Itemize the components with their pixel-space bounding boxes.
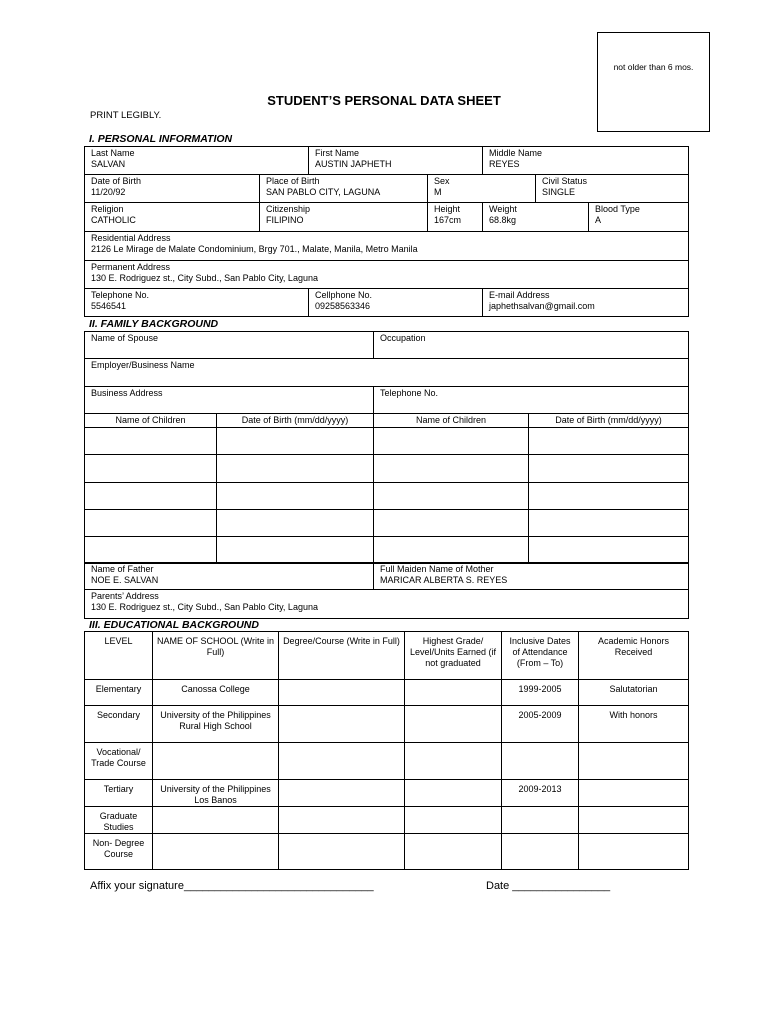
cellphone-field[interactable]: Cellphone No. 09258563346 (309, 289, 483, 317)
degree-cell[interactable] (279, 834, 405, 870)
dates-cell[interactable]: 1999-2005 (502, 680, 579, 706)
degree-cell[interactable] (279, 743, 405, 780)
child-dob-cell[interactable] (529, 455, 689, 483)
children-table (84, 413, 689, 564)
children-row (85, 455, 689, 483)
honors-cell[interactable]: Salutatorian (579, 680, 689, 706)
section-title-family: II. FAMILY BACKGROUND (89, 318, 219, 330)
education-row (85, 743, 689, 780)
date-line[interactable]: Date ________________ (486, 880, 611, 892)
children-header-name: Name of Children (374, 414, 529, 428)
grade-cell[interactable] (405, 680, 502, 706)
child-dob-cell[interactable] (217, 510, 374, 537)
education-row (85, 706, 689, 743)
school-cell[interactable] (153, 834, 279, 870)
child-name-cell[interactable] (85, 537, 217, 564)
parents-address-field[interactable]: Parents’ Address 130 E. Rodriguez st., City Subd., San Pablo City, Laguna (85, 590, 689, 619)
school-cell[interactable]: University of the Philippines Los Banos (153, 780, 279, 807)
child-dob-cell[interactable] (529, 537, 689, 564)
dates-cell[interactable] (502, 743, 579, 780)
school-cell[interactable]: Canossa College (153, 680, 279, 706)
education-row (85, 834, 689, 870)
grade-cell[interactable] (405, 780, 502, 807)
email-field[interactable]: E-mail Address japhethsalvan@gmail.com (483, 289, 689, 317)
honors-cell[interactable] (579, 743, 689, 780)
document-title: STUDENT’S PERSONAL DATA SHEET (267, 93, 501, 108)
photo-box (597, 32, 710, 132)
education-header-row (85, 632, 689, 680)
citizenship-field[interactable]: Citizenship FILIPINO (260, 203, 428, 232)
spouse-field[interactable]: Name of Spouse (85, 332, 374, 359)
children-row (85, 537, 689, 564)
degree-cell[interactable] (279, 780, 405, 807)
child-name-cell[interactable] (374, 537, 529, 564)
level-cell: Secondary (85, 706, 153, 743)
header-grade: Highest Grade/ Level/Units Earned (if not graduated (405, 632, 502, 680)
height-field[interactable]: Height 167cm (428, 203, 483, 232)
children-row (85, 510, 689, 537)
child-name-cell[interactable] (374, 428, 529, 455)
grade-cell[interactable] (405, 743, 502, 780)
children-header-name: Name of Children (85, 414, 217, 428)
header-honors: Academic Honors Received (579, 632, 689, 680)
education-row (85, 807, 689, 834)
first-name-field[interactable]: First Name AUSTIN JAPHETH (309, 147, 483, 175)
child-dob-cell[interactable] (217, 428, 374, 455)
section-title-personal: I. PERSONAL INFORMATION (89, 133, 233, 145)
child-name-cell[interactable] (85, 510, 217, 537)
religion-field[interactable]: Religion CATHOLIC (85, 203, 260, 232)
mother-field[interactable]: Full Maiden Name of Mother MARICAR ALBERTA S. REYES (374, 563, 689, 590)
section-title-education: III. EDUCATIONAL BACKGROUND (89, 619, 259, 631)
child-dob-cell[interactable] (217, 455, 374, 483)
dob-field[interactable]: Date of Birth 11/20/92 (85, 175, 260, 203)
photo-note: not older than 6 mos. (613, 62, 694, 72)
children-header-dob: Date of Birth (mm/dd/yyyy) (529, 414, 689, 428)
school-cell[interactable] (153, 743, 279, 780)
blood-type-field[interactable]: Blood Type A (589, 203, 689, 232)
permanent-address-field[interactable]: Permanent Address 130 E. Rodriguez st., City Subd., San Pablo City, Laguna (85, 261, 689, 289)
honors-cell[interactable] (579, 780, 689, 807)
header-level: LEVEL (85, 632, 153, 680)
father-field[interactable]: Name of Father NOE E. SALVAN (85, 563, 374, 590)
civil-status-field[interactable]: Civil Status SINGLE (536, 175, 689, 203)
grade-cell[interactable] (405, 706, 502, 743)
print-note: PRINT LEGIBLY. (90, 110, 162, 121)
residential-address-field[interactable]: Residential Address 2126 Le Mirage de Malate Condominium, Brgy 701., Malate, Manila, Metro Manila (85, 232, 689, 261)
header-degree: Degree/Course (Write in Full) (279, 632, 405, 680)
occupation-field[interactable]: Occupation (374, 332, 689, 359)
telephone-field[interactable]: Telephone No. 5546541 (85, 289, 309, 317)
family-table (84, 331, 689, 414)
child-name-cell[interactable] (374, 455, 529, 483)
weight-field[interactable]: Weight 68.8kg (483, 203, 589, 232)
business-telephone-field[interactable]: Telephone No. (374, 387, 689, 414)
education-table (84, 631, 689, 870)
child-dob-cell[interactable] (217, 537, 374, 564)
level-cell: Non- Degree Course (85, 834, 153, 870)
dates-cell[interactable]: 2005-2009 (502, 706, 579, 743)
honors-cell[interactable] (579, 834, 689, 870)
level-cell: Graduate Studies (85, 807, 153, 834)
dates-cell[interactable]: 2009-2013 (502, 780, 579, 807)
school-cell[interactable]: University of the Philippines Rural High School (153, 706, 279, 743)
child-name-cell[interactable] (374, 510, 529, 537)
honors-cell[interactable] (579, 807, 689, 834)
level-cell: Elementary (85, 680, 153, 706)
header-dates: Inclusive Dates of Attendance (From – To) (502, 632, 579, 680)
employer-field[interactable]: Employer/Business Name (85, 359, 689, 387)
parents-table (84, 562, 689, 619)
grade-cell[interactable] (405, 807, 502, 834)
level-cell: Vocational/ Trade Course (85, 743, 153, 780)
child-dob-cell[interactable] (529, 428, 689, 455)
education-row (85, 680, 689, 706)
sex-field[interactable]: Sex M (428, 175, 536, 203)
children-header-dob: Date of Birth (mm/dd/yyyy) (217, 414, 374, 428)
child-name-cell[interactable] (85, 455, 217, 483)
child-name-cell[interactable] (85, 428, 217, 455)
degree-cell[interactable] (279, 706, 405, 743)
children-row (85, 483, 689, 510)
child-dob-cell[interactable] (217, 483, 374, 510)
pob-field[interactable]: Place of Birth SAN PABLO CITY, LAGUNA (260, 175, 428, 203)
level-cell: Tertiary (85, 780, 153, 807)
dates-cell[interactable] (502, 807, 579, 834)
degree-cell[interactable] (279, 807, 405, 834)
grade-cell[interactable] (405, 834, 502, 870)
dates-cell[interactable] (502, 834, 579, 870)
personal-info-table (84, 146, 689, 317)
children-row (85, 428, 689, 455)
child-dob-cell[interactable] (529, 510, 689, 537)
child-dob-cell[interactable] (529, 483, 689, 510)
honors-cell[interactable]: With honors (579, 706, 689, 743)
signature-line[interactable]: Affix your signature_______________________________ (90, 880, 374, 892)
school-cell[interactable] (153, 807, 279, 834)
child-name-cell[interactable] (85, 483, 217, 510)
header-school: NAME OF SCHOOL (Write in Full) (153, 632, 279, 680)
last-name-field[interactable]: Last Name SALVAN (85, 147, 309, 175)
degree-cell[interactable] (279, 680, 405, 706)
business-address-field[interactable]: Business Address (85, 387, 374, 414)
education-row (85, 780, 689, 807)
child-name-cell[interactable] (374, 483, 529, 510)
middle-name-field[interactable]: Middle Name REYES (483, 147, 689, 175)
